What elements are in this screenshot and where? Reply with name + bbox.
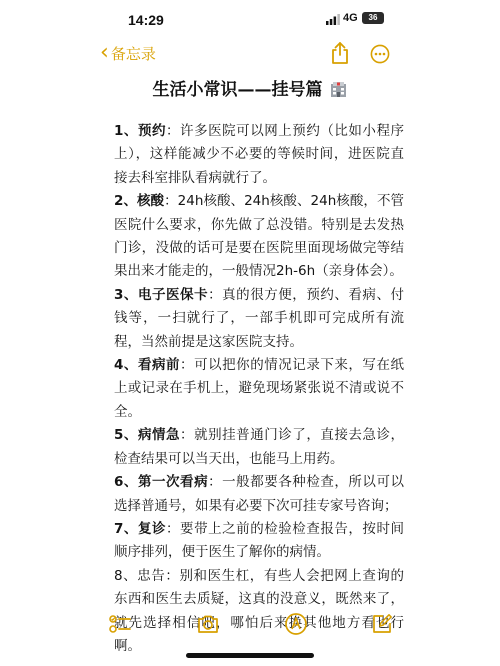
note-item — [114, 284, 404, 354]
note-item-separator: ： — [208, 286, 223, 303]
compose-icon[interactable] — [370, 612, 394, 636]
checklist-icon[interactable] — [108, 612, 132, 636]
signal-icon — [326, 14, 340, 25]
note-item — [114, 518, 404, 565]
note-item-label: 4、看病前 — [114, 357, 181, 374]
network-label: 4G — [343, 12, 358, 24]
note-item-separator: ： — [166, 123, 181, 139]
camera-icon[interactable] — [196, 612, 220, 636]
note-item-label: 3、电子医保卡 — [114, 286, 209, 303]
note-item-label: 6、第一次看病 — [114, 474, 209, 491]
note-body[interactable] — [114, 120, 404, 658]
note-item-separator: ： — [180, 427, 195, 444]
note-item-text: 就别挂普通门诊了，直接去急诊，检查结果可以当天出，也能马上用药。 — [114, 427, 404, 467]
note-item-text: 一般都要各种检查，所以可以选择普通号，如果有必要下次可挂专家号咨询； — [114, 474, 404, 514]
note-item-label: 5、病情急 — [114, 427, 181, 444]
note-item-text: 24h核酸、24h核酸、24h核酸，不管医院什么要求，你先做了总没错。特别是去发热门诊，没做的话可是要在医院里面现场做完等结果出来才能走的，一般情况2h-6h（亲身体会）。 — [114, 193, 405, 280]
pen-markup-icon[interactable] — [284, 612, 308, 636]
hospital-icon — [330, 81, 347, 98]
note-item-separator: ： — [208, 474, 223, 491]
battery-icon: 36 — [362, 12, 384, 24]
note-item-text: 真的很方便，预约、看病、付钱等，一扫就行了，一部手机即可完成所有流程，当然前提是这家医院支持。 — [114, 286, 404, 350]
note-item-label: 7、复诊 — [114, 520, 167, 537]
note-item — [114, 354, 404, 424]
note-item-separator: ： — [180, 357, 195, 374]
back-label: 备忘录 — [110, 44, 156, 63]
share-icon[interactable] — [330, 41, 350, 65]
home-indicator — [186, 653, 314, 658]
note-item-label: 2、核酸 — [114, 193, 165, 210]
note-item — [114, 190, 404, 284]
note-item-text: 别和医生杠，有些人会把网上查询的东西和医生去质疑，这真的没意义，既然来了，就先选择相信吧，哪怕后来换其他地方看也行啊。 — [114, 567, 405, 654]
status-bar — [0, 0, 500, 38]
note-item-separator: ： — [166, 520, 181, 537]
status-time: 14:29 — [128, 12, 164, 28]
more-options-icon[interactable] — [370, 44, 390, 64]
back-button[interactable] — [100, 42, 156, 64]
note-item-text: 要带上之前的检验检查报告，按时间顺序排列，便于医生了解你的病情。 — [114, 520, 404, 561]
note-item-separator: ： — [165, 567, 180, 584]
note-title — [0, 75, 500, 100]
note-title-text: 生活小常识——挂号篇 — [152, 80, 323, 100]
note-item — [114, 471, 404, 518]
chevron-left-icon: ‹ — [100, 40, 109, 65]
note-item-label: 1、预约 — [114, 123, 167, 139]
note-item-label: 8、忠告 — [114, 567, 166, 584]
note-item-text: 可以把你的情况记录下来，写在纸上或记录在手机上，避免现场紧张说不清或说不全。 — [114, 357, 404, 420]
bottom-toolbar — [0, 604, 500, 644]
note-item — [114, 120, 404, 190]
note-item — [114, 424, 404, 471]
note-item-text: 许多医院可以网上预约（比如小程序上），这样能减少不必要的等候时间，进医院直接去科室排队看病就行了。 — [114, 123, 404, 186]
note-item-separator: ： — [164, 193, 178, 210]
